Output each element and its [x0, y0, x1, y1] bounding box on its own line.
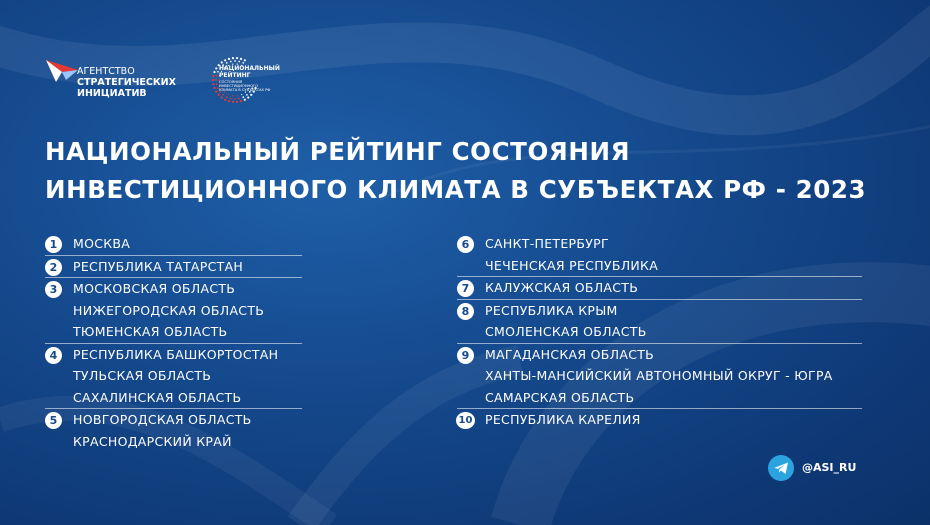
- region-name: МАГАДАНСКАЯ ОБЛАСТЬ: [485, 346, 655, 362]
- region-name: КАЛУЖСКАЯ ОБЛАСТЬ: [485, 280, 639, 295]
- region-name: РЕСПУБЛИКА БАШКОРТОСТАН: [73, 346, 279, 362]
- place-badge: 8: [457, 303, 474, 320]
- telegram-link[interactable]: [768, 455, 878, 481]
- place-badge: 10: [456, 412, 475, 429]
- page-title-line-2: ИНВЕСТИЦИОННОГО КЛИМАТА В СУБЪЕКТАХ РФ - 2023: [45, 175, 867, 204]
- ranking-column-left: [45, 233, 302, 452]
- region-name: МОСКОВСКАЯ ОБЛАСТЬ: [73, 281, 236, 296]
- ranking-item-3: [45, 278, 302, 344]
- region-name: САНКТ-ПЕТЕРБУРГ: [485, 236, 609, 251]
- ranking-item-6: [457, 233, 862, 277]
- region-name: НОВГОРОДСКАЯ ОБЛАСТЬ: [73, 412, 252, 427]
- ranking-item-5: [45, 409, 302, 452]
- place-badge: 9: [457, 347, 474, 364]
- telegram-handle: @ASI_RU: [802, 461, 857, 474]
- place-badge: 5: [45, 412, 62, 429]
- region-name: РЕСПУБЛИКА КРЫМ: [485, 302, 618, 318]
- rating-logo-title-1: НАЦИОНАЛЬНЫЙ: [219, 65, 280, 72]
- place-badge: 1: [45, 236, 62, 253]
- asi-logo: [44, 56, 204, 108]
- ranking-item-9: [457, 344, 862, 410]
- region-name: ХАНТЫ-МАНСИЙСКИЙ АВТОНОМНЫЙ ОКРУГ - ЮГРА: [485, 368, 833, 383]
- ranking-item-7: [457, 277, 862, 300]
- ranking-item-8: [457, 300, 862, 344]
- place-badge: 3: [45, 281, 62, 298]
- asi-logo-line-3: ИНИЦИАТИВ: [77, 88, 147, 99]
- region-name: МОСКВА: [73, 236, 131, 251]
- region-name: ЧЕЧЕНСКАЯ РЕСПУБЛИКА: [485, 257, 659, 273]
- place-badge: 6: [457, 236, 474, 253]
- rating-logo-sub-3: КЛИМАТА В СУБЪЕКТАХ РФ: [219, 88, 271, 93]
- place-badge: 4: [45, 347, 62, 364]
- asi-arrow-icon: [44, 56, 80, 86]
- ranking-item-1: [45, 233, 302, 256]
- rating-logo-title-2: РЕЙТИНГ: [219, 71, 251, 79]
- page-title-line-1: НАЦИОНАЛЬНЫЙ РЕЙТИНГ СОСТОЯНИЯ: [45, 137, 631, 166]
- ranking-item-4: [45, 344, 302, 410]
- region-name: РЕСПУБЛИКА ТАТАРСТАН: [73, 258, 244, 274]
- asi-logo-line-2: СТРАТЕГИЧЕСКИХ: [77, 77, 176, 88]
- ranking-item-2: [45, 256, 302, 279]
- rating-logo-sub-1: СОСТОЯНИЯ: [219, 80, 243, 84]
- region-name: РЕСПУБЛИКА КАРЕЛИЯ: [485, 412, 641, 427]
- region-name: САХАЛИНСКАЯ ОБЛАСТЬ: [73, 389, 242, 405]
- region-name: СМОЛЕНСКАЯ ОБЛАСТЬ: [485, 324, 647, 339]
- ranking-column-right: [457, 233, 862, 431]
- telegram-icon: [768, 455, 794, 481]
- region-name: ТЮМЕНСКАЯ ОБЛАСТЬ: [73, 324, 228, 339]
- region-name: САМАРСКАЯ ОБЛАСТЬ: [485, 389, 635, 405]
- region-name: ТУЛЬСКАЯ ОБЛАСТЬ: [73, 368, 212, 383]
- rating-logo: [205, 52, 280, 108]
- page-title: [45, 133, 866, 209]
- region-name: КРАСНОДАРСКИЙ КРАЙ: [73, 433, 232, 449]
- place-badge: 7: [457, 280, 474, 297]
- region-name: НИЖЕГОРОДСКАЯ ОБЛАСТЬ: [73, 302, 265, 318]
- asi-logo-line-1: АГЕНТСТВО: [77, 66, 135, 77]
- ranking-item-10: [457, 409, 862, 431]
- place-badge: 2: [45, 259, 62, 276]
- rating-logo-sub-2: ИНВЕСТИЦИОННОГО: [219, 84, 259, 89]
